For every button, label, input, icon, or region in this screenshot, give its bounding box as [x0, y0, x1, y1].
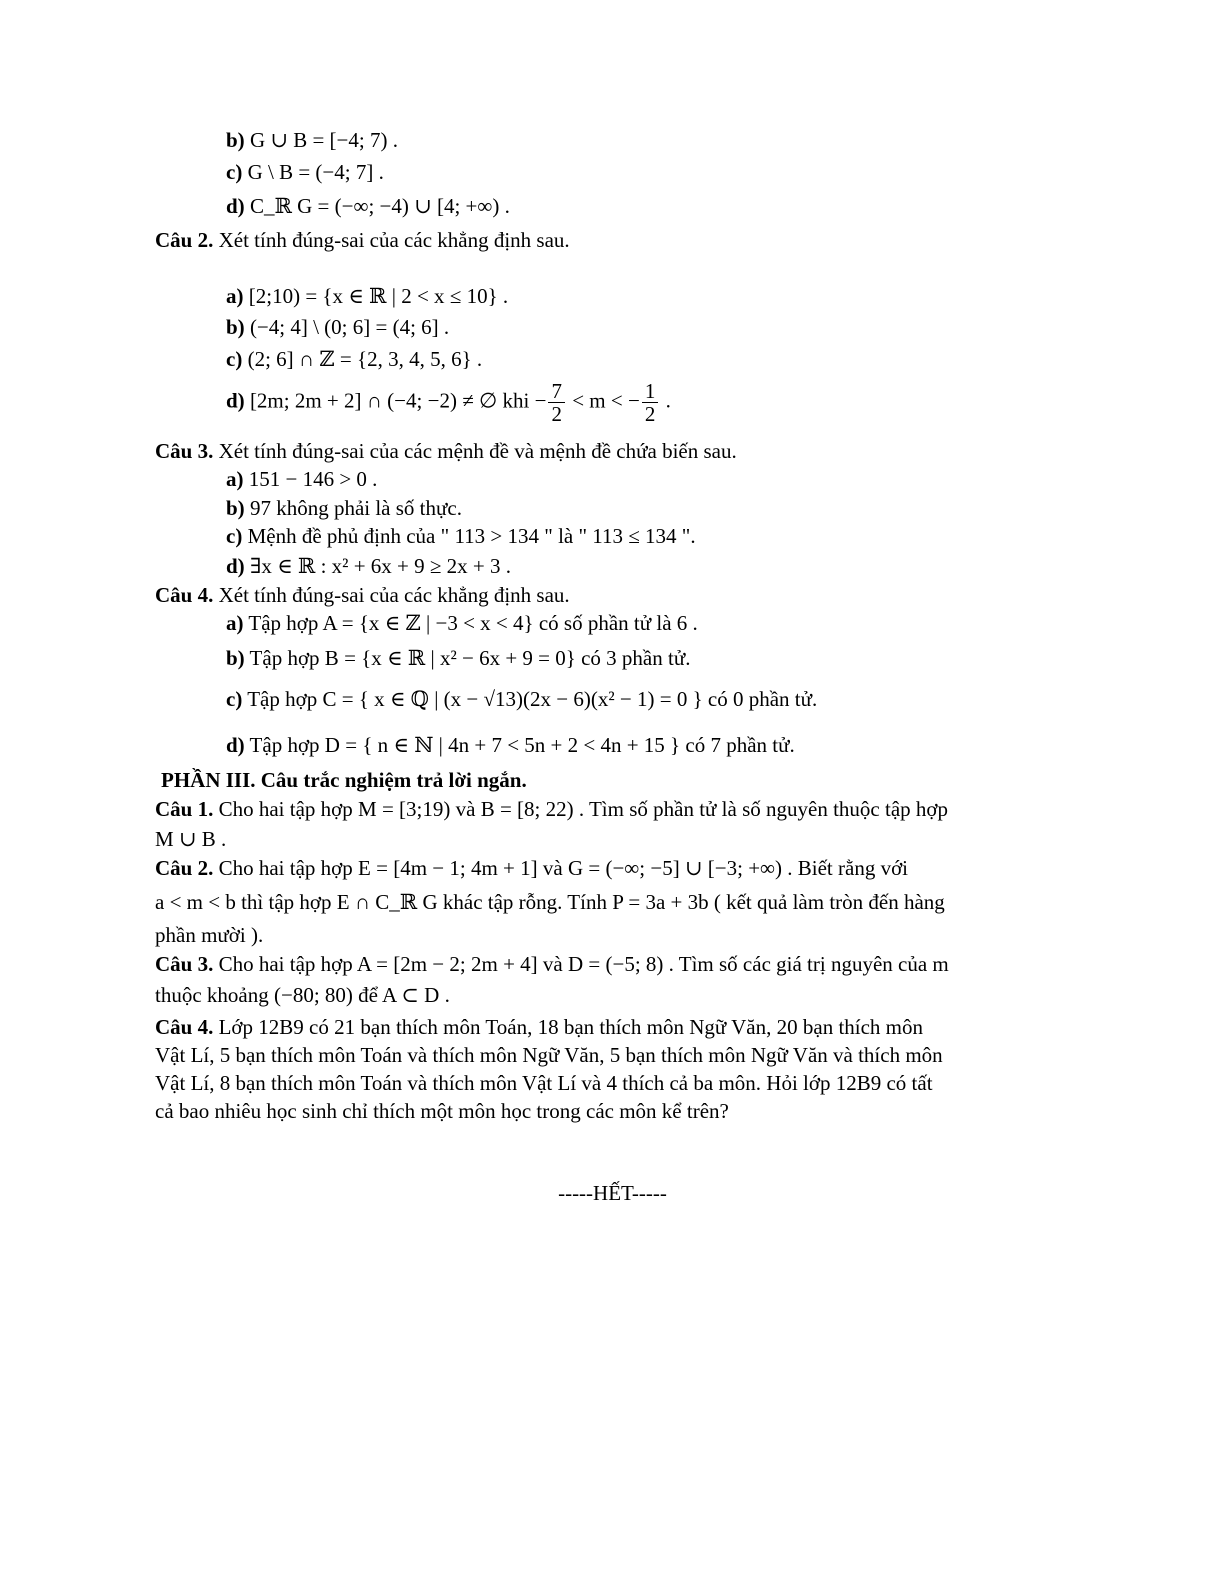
q3-item-a [226, 467, 377, 491]
item-label: a) [226, 467, 244, 491]
fraction-denominator: 2 [551, 402, 562, 426]
item-text: Tập hợp D = { n ∈ ℕ | 4n + 7 < 5n + 2 < 4n + 15 } có 7 phần tử. [244, 733, 795, 757]
part3-q1-line2: M ∪ B . [155, 827, 227, 851]
q3-item-b [226, 496, 462, 520]
section-heading: PHẦN III. Câu trắc nghiệm trả lời ngắn. [161, 768, 527, 792]
item-text: ∃x ∈ ℝ : x² + 6x + 9 ≥ 2x + 3 . [244, 554, 512, 578]
question-text: Cho hai tập hợp M = [3;19) và B = [8; 22) . Tìm số phần tử là số nguyên thuộc tập hợp [213, 797, 949, 821]
item-top-b [226, 128, 398, 152]
question-text: Xét tính đúng-sai của các khẳng định sau. [213, 583, 570, 607]
item-text-pre: [2m; 2m + 2] ∩ (−4; −2) ≠ ∅ khi − [244, 388, 547, 413]
q2-item-a [226, 284, 508, 308]
fraction-1-2 [642, 380, 659, 425]
q3-item-c [226, 524, 696, 548]
item-top-c [226, 160, 384, 184]
item-label: d) [226, 388, 245, 413]
part3-q2-line1 [155, 856, 908, 880]
fraction-denominator: 2 [644, 402, 656, 426]
end-marker: -----HẾT----- [558, 1181, 667, 1205]
part3-q3-line2: thuộc khoảng (−80; 80) để A ⊂ D . [155, 983, 450, 1007]
item-text: Tập hợp B = {x ∈ ℝ | x² − 6x + 9 = 0} có 3 phần tử. [244, 646, 691, 670]
question-3-title [155, 439, 737, 463]
part3-q2-line3: phần mười ). [155, 923, 264, 947]
fraction-7-2 [548, 380, 565, 425]
q4-item-c [226, 687, 817, 711]
item-text: (2; 6] ∩ ℤ = {2, 3, 4, 5, 6} . [242, 347, 483, 371]
question-text: Lớp 12B9 có 21 bạn thích môn Toán, 18 bạn thích môn Ngữ Văn, 20 bạn thích môn [213, 1015, 924, 1039]
item-text: Tập hợp C = { x ∈ ℚ | (x − √13)(2x − 6)(x² − 1) = 0 } có 0 phần tử. [242, 687, 818, 711]
item-label: c) [226, 524, 243, 548]
item-label: b) [226, 496, 245, 520]
part3-q4-line4: cả bao nhiêu học sinh chỉ thích một môn học trong các môn kể trên? [155, 1099, 729, 1123]
part3-q3-line1 [155, 952, 949, 976]
question-text: Cho hai tập hợp E = [4m − 1; 4m + 1] và G = (−∞; −5] ∪ [−3; +∞) . Biết rằng với [213, 856, 909, 880]
item-label: a) [226, 611, 244, 635]
item-text: C_ℝ G = (−∞; −4) ∪ [4; +∞) . [244, 194, 510, 218]
item-label: b) [226, 646, 245, 670]
item-text: G \ B = (−4; 7] . [242, 160, 384, 184]
fraction-numerator: 1 [642, 380, 659, 403]
item-label: c) [226, 160, 243, 184]
item-text-post: . [660, 388, 671, 413]
item-label: c) [226, 347, 243, 371]
q4-item-a [226, 611, 698, 635]
question-label: Câu 1. [155, 797, 214, 821]
item-text-mid: < m < − [566, 388, 640, 413]
question-label: Câu 3. [155, 439, 214, 463]
item-label: b) [226, 128, 245, 152]
part3-q1-line1 [155, 797, 948, 821]
question-label: Câu 4. [155, 1015, 214, 1039]
item-label: b) [226, 315, 245, 339]
item-label: c) [226, 687, 243, 711]
item-label: d) [226, 194, 245, 218]
item-text: G ∪ B = [−4; 7) . [244, 128, 398, 152]
part3-q4-line1 [155, 1015, 923, 1039]
item-text: 97 không phải là số thực. [244, 496, 462, 520]
item-label: d) [226, 554, 245, 578]
item-text: Tập hợp A = {x ∈ ℤ | −3 < x < 4} có số phần tử là 6 . [243, 611, 698, 635]
question-2-title [155, 228, 570, 252]
q4-item-d [226, 733, 795, 757]
item-label: d) [226, 733, 245, 757]
item-text: Mệnh đề phủ định của " 113 > 134 " là " 113 ≤ 134 ". [242, 524, 696, 548]
part3-q4-line3: Vật Lí, 8 bạn thích môn Toán và thích môn Vật Lí và 4 thích cả ba môn. Hỏi lớp 12B9 có tất [155, 1071, 933, 1095]
question-label: Câu 4. [155, 583, 214, 607]
q2-item-b [226, 315, 449, 339]
question-text: Xét tính đúng-sai của các mệnh đề và mệnh đề chứa biến sau. [213, 439, 737, 463]
question-label: Câu 2. [155, 856, 214, 880]
item-label: a) [226, 284, 244, 308]
q2-item-d [226, 380, 671, 425]
q2-item-c [226, 347, 482, 371]
fraction-numerator: 7 [548, 380, 565, 403]
item-top-d [226, 194, 510, 218]
question-text: Cho hai tập hợp A = [2m − 2; 2m + 4] và D = (−5; 8) . Tìm số các giá trị nguyên của m [213, 952, 949, 976]
item-text: 151 − 146 > 0 . [243, 467, 378, 491]
part3-q4-line2: Vật Lí, 5 bạn thích môn Toán và thích môn Ngữ Văn, 5 bạn thích môn Ngữ Văn và thích môn [155, 1043, 943, 1067]
item-text: (−4; 4] \ (0; 6] = (4; 6] . [244, 315, 450, 339]
question-text: Xét tính đúng-sai của các khẳng định sau. [213, 228, 570, 252]
item-text: [2;10) = {x ∈ ℝ | 2 < x ≤ 10} . [243, 284, 509, 308]
q3-item-d [226, 554, 511, 578]
part3-q2-line2: a < m < b thì tập hợp E ∩ C_ℝ G khác tập rỗng. Tính P = 3a + 3b ( kết quả làm tròn đến hàng [155, 890, 945, 914]
question-label: Câu 3. [155, 952, 214, 976]
question-label: Câu 2. [155, 228, 214, 252]
question-4-title [155, 583, 570, 607]
q4-item-b [226, 646, 690, 670]
